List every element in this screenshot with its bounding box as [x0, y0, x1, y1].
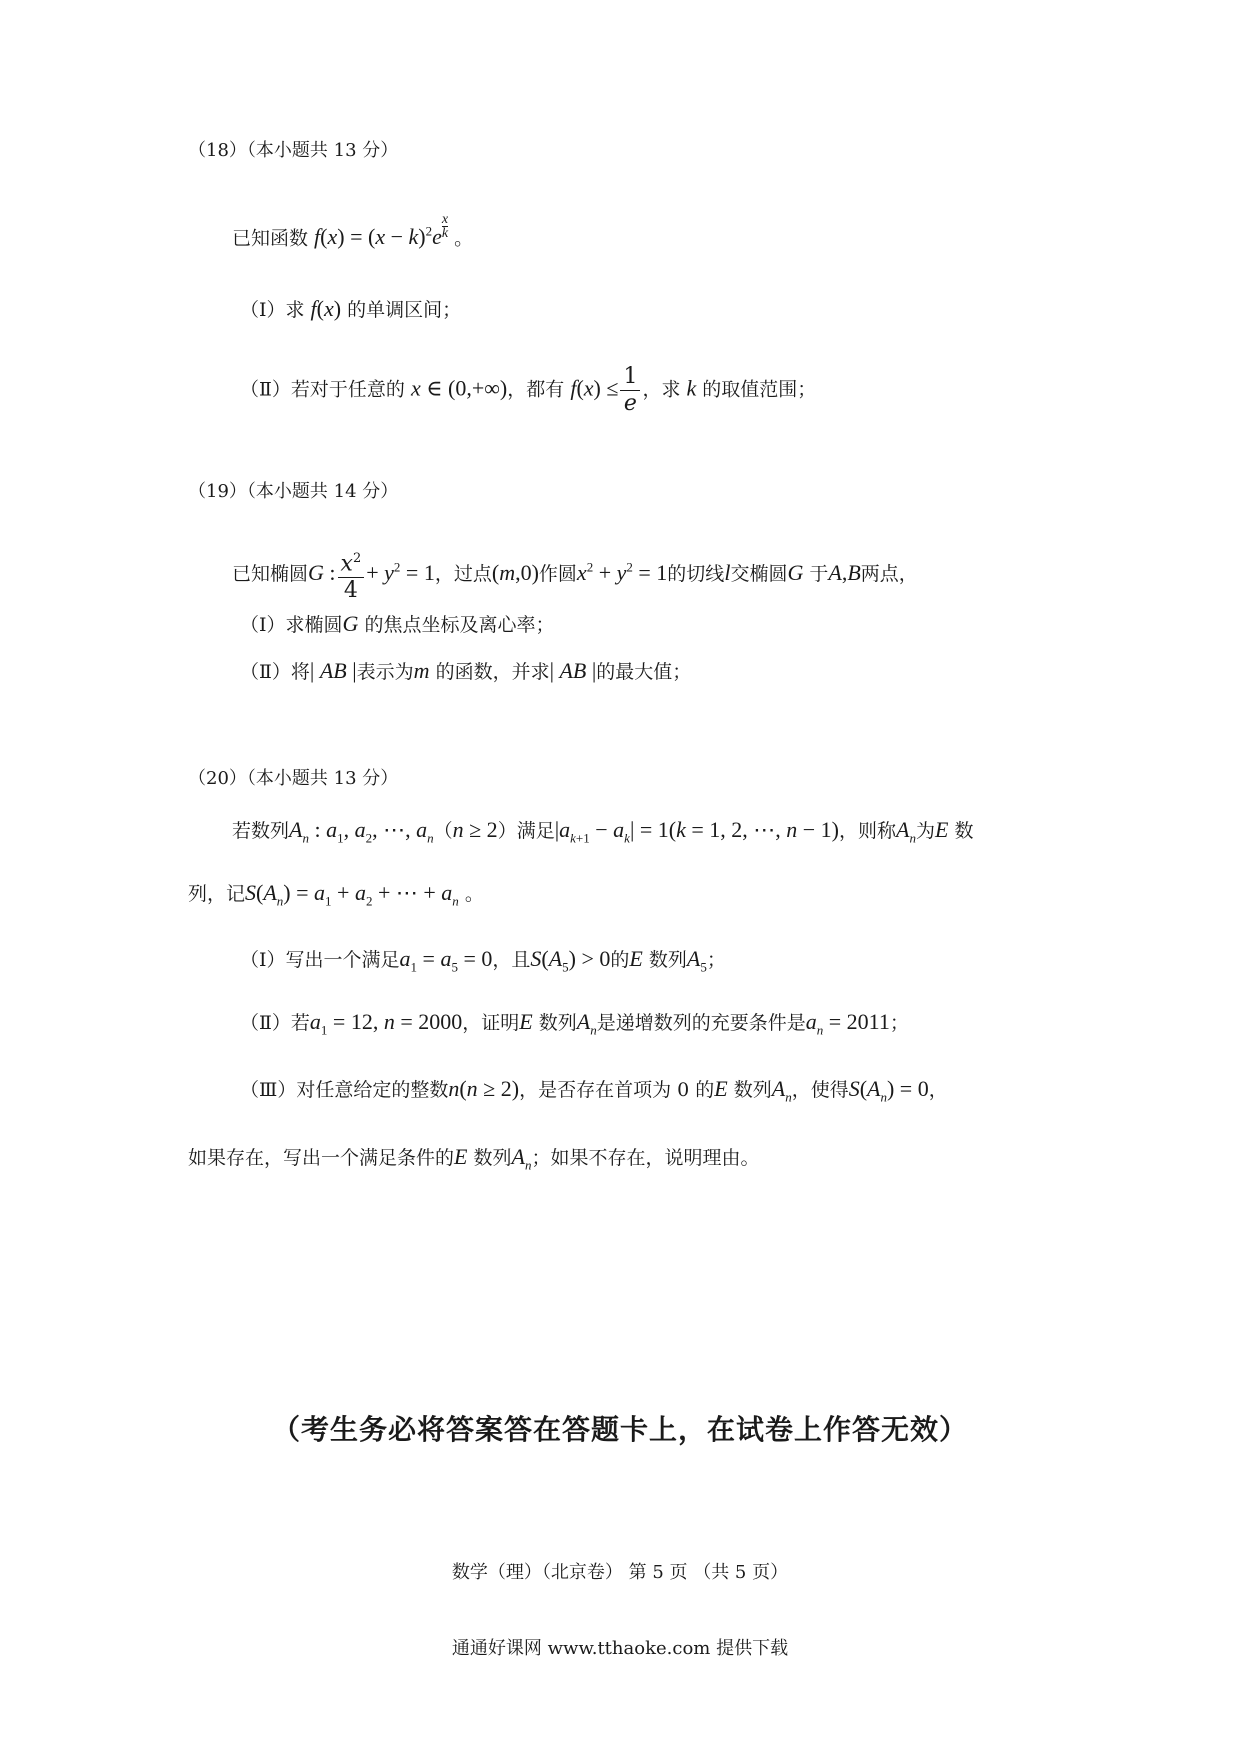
- problem-20-stem-line-2: 列，记$S(A_n) = a_1 + a_2$ + ⋯ + $a_n$ 。: [188, 880, 484, 909]
- problem-20-header: （20）（本小题共 13 分）: [188, 768, 399, 789]
- problem-20-part-3-line-2: 如果存在，写出一个满足条件的E 数列$A_n$；如果不存在，说明理由。: [188, 1144, 760, 1173]
- problem-20-part-1: （Ⅰ）写出一个满足$a_1 = a_5 = 0$，且$S(A_5) > 0$的E 数列$A_5$；: [240, 946, 726, 975]
- problem-20-part-2: （Ⅱ）若$a_1 = 12$, n = 2000，证明E 数列$A_n$是递增数列的充要条件是$a_n = 2011$；: [240, 1009, 909, 1038]
- footer-page-info: 数学（理）（北京卷） 第 5 页 （共 5 页）: [451, 1562, 789, 1583]
- problem-18-part-2: （Ⅱ）若对于任意的 x ∈ (0,+∞)，都有 f(x) ≤ $\frac{1}{e}$ ，求 k 的取值范围；: [240, 364, 817, 416]
- problem-18-part-1: （Ⅰ）求 f(x) 的单调区间；: [240, 296, 462, 321]
- problem-19-header: （19）（本小题共 14 分）: [188, 481, 399, 502]
- footer-source: 通通好课网 www.tthaoke.com 提供下载: [451, 1638, 789, 1659]
- exam-notice: （考生务必将答案答在答题卡上，在试卷上作答无效）: [271, 1413, 968, 1446]
- problem-19-stem: 已知椭圆G : $\frac{x^2}{4}$ + $y^2 = 1$，过点(m,0)作圆$x^2 + y^2 = 1$的切线l交椭圆G 于A,B两点，: [232, 546, 918, 604]
- problem-18-header: （18）（本小题共 13 分）: [188, 140, 399, 161]
- problem-20-part-3: （Ⅲ）对任意给定的整数n(n ≥ 2)，是否存在首项为 0 的E 数列$A_n$，使得$S(A_n) = 0$，: [240, 1076, 948, 1105]
- problem-19-part-1: （Ⅰ）求椭圆G 的焦点坐标及离心率；: [240, 611, 555, 636]
- fraction-1-over-e: $\frac{1}{e}$: [620, 364, 640, 417]
- problem-20-stem-line-1: 若数列$A_n$ : $a_1$, $a_2$, ⋯, $a_n(n \ge 2)$满足$|a_{k+1} - a_k| = 1(k = 1$, 2, ⋯, n − 1)，则称$A_n$为E 数: [232, 817, 974, 846]
- fraction-x2-over-4: $\frac{x^2}{4}$: [338, 546, 365, 604]
- problem-19-part-2: （Ⅱ）将| AB |表示为m 的函数，并求| AB |的最大值；: [240, 658, 692, 683]
- problem-18-stem: 已知函数 $f(x) = (x - k)^2e$ $^{\frac{x}{k}}$ 。: [232, 212, 474, 250]
